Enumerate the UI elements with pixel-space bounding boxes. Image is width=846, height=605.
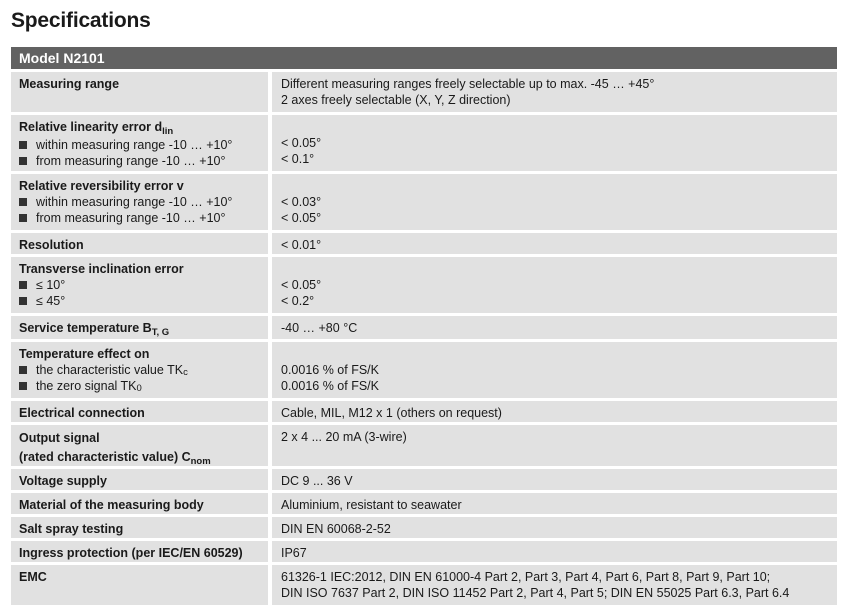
linearity-label-subscript: lin xyxy=(162,126,174,137)
temp-effect-item-2-subscript: 0 xyxy=(136,383,142,394)
measuring-range-value-line-1: Different measuring ranges freely selectable up to max. -45 … +45° xyxy=(281,77,655,91)
row-output-signal xyxy=(11,425,837,466)
output-value: 2 x 4 ... 20 mA (3-wire) xyxy=(281,430,407,444)
linearity-item-2-label: from measuring range -10 … +10° xyxy=(36,154,226,168)
service-temp-label-subscript: T, G xyxy=(151,327,170,338)
transverse-item-1-value: < 0.05° xyxy=(281,278,322,292)
linearity-item-1-label: within measuring range -10 … +10° xyxy=(36,138,233,152)
row-measuring-range xyxy=(11,72,837,112)
reversibility-item-2 xyxy=(19,210,262,226)
resolution-label-cell xyxy=(11,233,268,254)
service-temp-label-cell xyxy=(11,316,268,339)
row-electrical-connection xyxy=(11,401,837,422)
electrical-value: Cable, MIL, M12 x 1 (others on request) xyxy=(281,406,502,420)
square-bullet-icon xyxy=(19,141,27,149)
material-label-cell xyxy=(11,493,268,514)
salt-spray-label-cell xyxy=(11,517,268,538)
model-header: Model N2101 xyxy=(11,47,837,69)
temp-effect-label: Temperature effect on xyxy=(19,347,150,361)
emc-value-line-1: 61326-1 IEC:2012, DIN EN 61000-4 Part 2, Part 3, Part 4, Part 6, Part 8, Part 9, Part 10; xyxy=(281,570,771,584)
temp-effect-item-2 xyxy=(19,378,262,394)
square-bullet-icon xyxy=(19,281,27,289)
ingress-value-cell xyxy=(272,541,837,562)
electrical-value-cell xyxy=(272,401,837,422)
measuring-range-label: Measuring range xyxy=(19,77,120,91)
reversibility-value-cell xyxy=(272,174,837,230)
linearity-item-1-value: < 0.05° xyxy=(281,136,322,150)
service-temp-label xyxy=(19,321,170,338)
linearity-value-cell xyxy=(272,115,837,171)
temp-effect-item-1 xyxy=(19,362,262,378)
reversibility-item-1 xyxy=(19,194,262,210)
reversibility-item-1-value: < 0.03° xyxy=(281,195,322,209)
reversibility-item-2-label: from measuring range -10 … +10° xyxy=(36,211,226,225)
linearity-item-2-value: < 0.1° xyxy=(281,152,315,166)
transverse-label-cell xyxy=(11,257,268,313)
reversibility-item-2-value: < 0.05° xyxy=(281,211,322,225)
output-label-line-2 xyxy=(19,448,262,468)
emc-value-line-2: DIN ISO 7637 Part 2, DIN ISO 11452 Part 2, Part 4, Part 5; DIN EN 55025 Part 6.3, Part 6.4 xyxy=(281,586,790,600)
salt-spray-value: DIN EN 60068-2-52 xyxy=(281,522,391,536)
emc-value-cell xyxy=(272,565,837,605)
measuring-range-value-line-2: 2 axes freely selectable (X, Y, Z direction) xyxy=(281,93,511,107)
row-resolution xyxy=(11,233,837,254)
temp-effect-item-1-subscript: c xyxy=(183,367,188,378)
salt-spray-value-cell xyxy=(272,517,837,538)
square-bullet-icon xyxy=(19,297,27,305)
row-emc xyxy=(11,565,837,605)
row-voltage-supply xyxy=(11,469,837,490)
reversibility-label: Relative reversibility error v xyxy=(19,179,184,193)
output-label-line-1: Output signal xyxy=(19,431,100,445)
linearity-label-cell xyxy=(11,115,268,171)
linearity-item-1 xyxy=(19,137,262,153)
ingress-label: Ingress protection (per IEC/EN 60529) xyxy=(19,546,243,560)
output-value-cell xyxy=(272,425,837,466)
voltage-label-cell xyxy=(11,469,268,490)
square-bullet-icon xyxy=(19,214,27,222)
row-transverse-inclination-error xyxy=(11,257,837,313)
service-temp-label-text: Service temperature B xyxy=(19,321,152,335)
square-bullet-icon xyxy=(19,157,27,165)
salt-spray-label: Salt spray testing xyxy=(19,522,124,536)
output-label-subscript: nom xyxy=(190,456,211,467)
emc-label-cell xyxy=(11,565,268,605)
transverse-label: Transverse inclination error xyxy=(19,262,184,276)
temp-effect-item-2-value: 0.0016 % of FS/K xyxy=(281,379,379,393)
voltage-value-cell xyxy=(272,469,837,490)
linearity-label xyxy=(19,119,262,137)
electrical-label-cell xyxy=(11,401,268,422)
measuring-range-label-cell xyxy=(11,72,268,112)
row-ingress-protection xyxy=(11,541,837,562)
square-bullet-icon xyxy=(19,382,27,390)
temp-effect-label-cell xyxy=(11,342,268,398)
reversibility-label-cell xyxy=(11,174,268,230)
resolution-label: Resolution xyxy=(19,238,84,252)
row-material xyxy=(11,493,837,514)
row-linearity-error xyxy=(11,115,837,171)
temp-effect-item-1-value: 0.0016 % of FS/K xyxy=(281,363,379,377)
transverse-item-1 xyxy=(19,277,262,293)
emc-label: EMC xyxy=(19,570,47,584)
temp-effect-item-2-label: the zero signal TK xyxy=(36,379,137,393)
resolution-value-cell xyxy=(272,233,837,254)
material-value: Aluminium, resistant to seawater xyxy=(281,498,462,512)
material-value-cell xyxy=(272,493,837,514)
square-bullet-icon xyxy=(19,198,27,206)
temp-effect-item-1-label: the characteristic value TK xyxy=(36,363,184,377)
voltage-label: Voltage supply xyxy=(19,474,107,488)
temp-effect-value-cell xyxy=(272,342,837,398)
transverse-value-cell xyxy=(272,257,837,313)
ingress-label-cell xyxy=(11,541,268,562)
row-temperature-effect xyxy=(11,342,837,398)
resolution-value: < 0.01° xyxy=(281,238,322,252)
transverse-item-1-label: ≤ 10° xyxy=(36,278,66,292)
linearity-label-text: Relative linearity error d xyxy=(19,120,163,134)
output-label-line-2-text: (rated characteristic value) C xyxy=(19,450,191,464)
reversibility-item-1-label: within measuring range -10 … +10° xyxy=(36,195,233,209)
voltage-value: DC 9 ... 36 V xyxy=(281,474,353,488)
spec-table xyxy=(11,47,837,605)
measuring-range-value-cell xyxy=(272,72,837,112)
transverse-item-2-value: < 0.2° xyxy=(281,294,315,308)
page-title: Specifications xyxy=(11,9,151,32)
material-label: Material of the measuring body xyxy=(19,498,204,512)
linearity-item-2 xyxy=(19,153,262,169)
transverse-item-2-label: ≤ 45° xyxy=(36,294,66,308)
row-salt-spray-testing xyxy=(11,517,837,538)
output-label-cell xyxy=(11,425,268,466)
row-reversibility-error xyxy=(11,174,837,230)
electrical-label: Electrical connection xyxy=(19,406,145,420)
service-temp-value: -40 … +80 °C xyxy=(281,321,358,335)
ingress-value: IP67 xyxy=(281,546,307,560)
row-service-temperature xyxy=(11,316,837,339)
service-temp-value-cell xyxy=(272,316,837,339)
transverse-item-2 xyxy=(19,293,262,309)
square-bullet-icon xyxy=(19,366,27,374)
